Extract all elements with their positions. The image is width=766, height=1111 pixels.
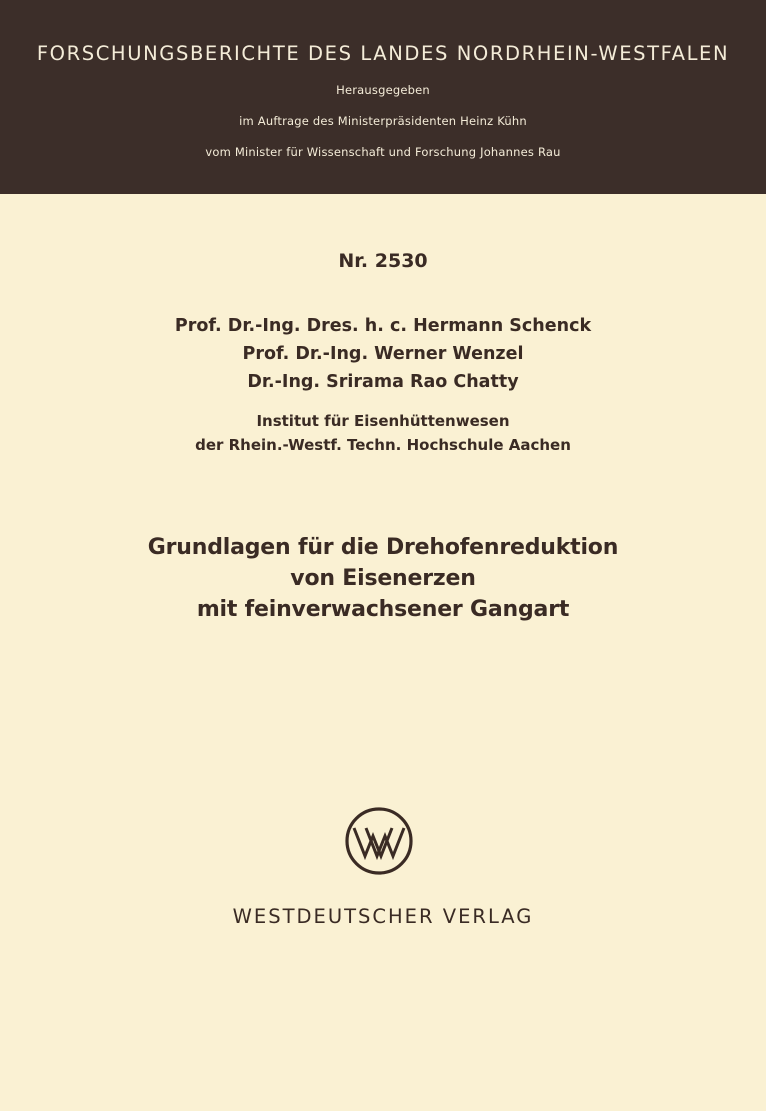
author-name: Prof. Dr.-Ing. Werner Wenzel	[242, 344, 524, 364]
series-title: FORSCHUNGSBERICHTE DES LANDES NORDRHEIN-WESTFALEN	[36, 42, 730, 65]
author-list	[0, 312, 766, 396]
title-line: mit feinverwachsener Gangart	[196, 597, 570, 622]
title-line: Grundlagen für die Drehofenreduktion	[147, 535, 619, 560]
editor-line-ministerpraesident: im Auftrage des Ministerpräsidenten Heinz Kühn	[239, 114, 527, 128]
title-line: von Eisenerzen	[290, 566, 476, 591]
author-name: Prof. Dr.-Ing. Dres. h. c. Hermann Schenck	[174, 316, 592, 336]
ww-monogram-icon	[344, 806, 414, 876]
series-banner	[0, 0, 766, 194]
book-title	[0, 532, 766, 625]
editor-line-minister: vom Minister für Wissenschaft und Forschung Johannes Rau	[205, 145, 561, 159]
author-name: Dr.-Ing. Srirama Rao Chatty	[247, 372, 519, 392]
institute-line: der Rhein.-Westf. Techn. Hochschule Aachen	[195, 436, 571, 454]
institute-line: Institut für Eisenhüttenwesen	[256, 412, 510, 430]
publisher-name: WESTDEUTSCHER VERLAG	[232, 905, 534, 928]
editor-note: Herausgegeben	[336, 83, 430, 97]
institute	[0, 409, 766, 457]
report-number: Nr. 2530	[338, 250, 428, 272]
